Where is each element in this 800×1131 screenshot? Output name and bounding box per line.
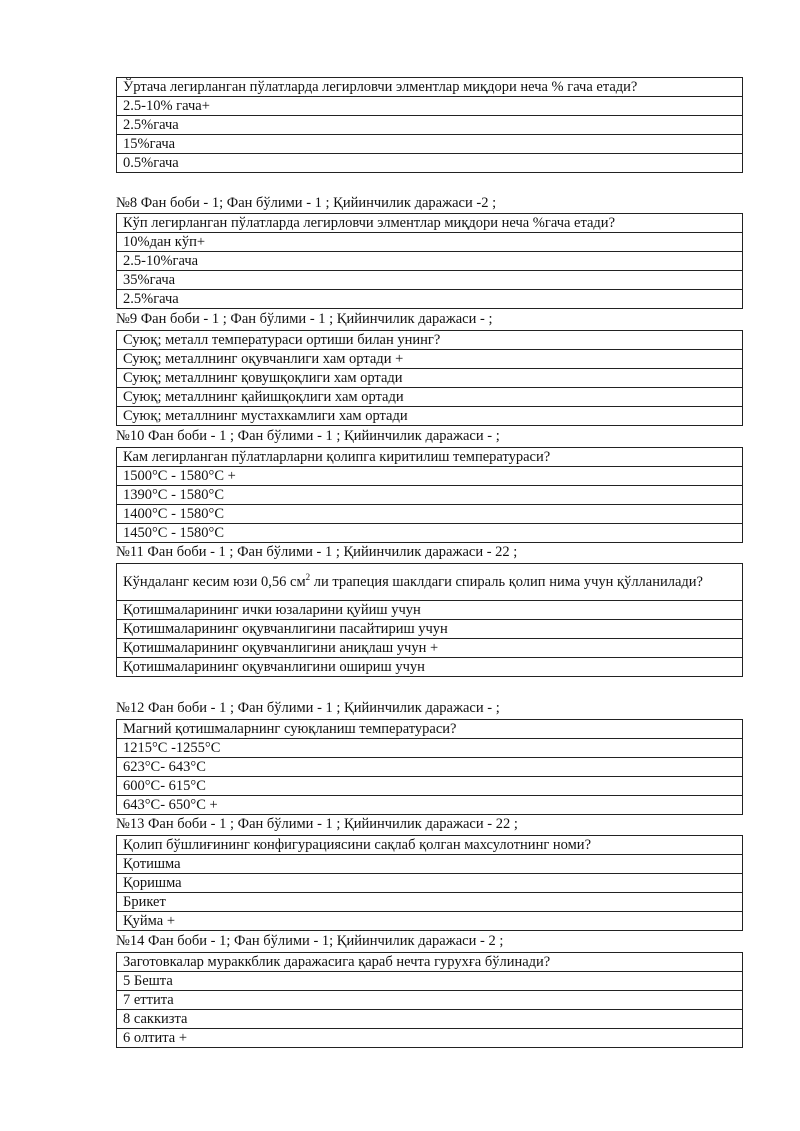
answer-option: 5 Бешта: [117, 972, 743, 991]
question-table: [116, 719, 743, 815]
question-9-block: [116, 330, 743, 426]
question-text-part: ли трапеция шаклдаги спираль қолип нима учун қўлланилади?: [310, 574, 703, 590]
question-text: Кам легирланган пўлатларларни қолипга киритилиш температураси?: [117, 448, 743, 467]
question-table: [116, 447, 743, 543]
answer-option: 2.5-10% гача+: [117, 97, 743, 116]
question-11-heading: №11 Фан боби - 1 ; Фан бўлими - 1 ; Қийинчилик даражаси - 22 ;: [116, 544, 518, 560]
answer-option: Қоришма: [117, 874, 743, 893]
answer-option: Суюқ; металлнинг оқувчанлиги хам ортади +: [117, 350, 743, 369]
answer-option: 8 саккизта: [117, 1010, 743, 1029]
question-text: [117, 564, 743, 601]
question-13-heading: №13 Фан боби - 1 ; Фан бўлими - 1 ; Қийинчилик даражаси - 22 ;: [116, 816, 518, 832]
question-text-part: Кўндаланг кесим юзи 0,56 см: [123, 574, 306, 590]
question-7-block: [116, 77, 743, 173]
answer-option: 1400°C - 1580°C: [117, 505, 743, 524]
answer-option: Қотишмаларининг оқувчанлигини ошириш учун: [117, 658, 743, 677]
answer-option: 2.5-10%гача: [117, 252, 743, 271]
answer-option: 623°C- 643°C: [117, 758, 743, 777]
answer-option: Қуйма +: [117, 912, 743, 931]
question-8-block: [116, 213, 743, 309]
question-12-block: [116, 719, 743, 815]
answer-option: 7 еттита: [117, 991, 743, 1010]
question-11-block: [116, 563, 743, 677]
answer-option: 643°C- 650°C +: [117, 796, 743, 815]
question-table: [116, 835, 743, 931]
answer-option: Қотишмаларининг оқувчанлигини пасайтириш учун: [117, 620, 743, 639]
question-text: Магний қотишмаларнинг суюқланиш температураси?: [117, 720, 743, 739]
question-text: Қолип бўшлиғининг конфигурациясини сақлаб қолган махсулотнинг номи?: [117, 836, 743, 855]
question-text: Суюқ; металл температураси ортиши билан унинг?: [117, 331, 743, 350]
answer-option: 1500°C - 1580°C +: [117, 467, 743, 486]
answer-option: Суюқ; металлнинг мустахкамлиги хам ортади: [117, 407, 743, 426]
question-text: Ўртача легирланган пўлатларда легирловчи элментлар миқдори неча % гача етади?: [117, 78, 743, 97]
answer-option: 6 олтита +: [117, 1029, 743, 1048]
question-text: Заготовкалар мураккблик даражасига қараб нечта гурухға бўлинади?: [117, 953, 743, 972]
answer-option: Суюқ; металлнинг қайишқоқлиги хам ортади: [117, 388, 743, 407]
answer-option: 2.5%гача: [117, 290, 743, 309]
question-table: [116, 952, 743, 1048]
answer-option: 1215°C -1255°C: [117, 739, 743, 758]
answer-option: 0.5%гача: [117, 154, 743, 173]
question-text: Кўп легирланган пўлатларда легирловчи элментлар миқдори неча %гача етади?: [117, 214, 743, 233]
question-table: [116, 77, 743, 173]
answer-option: 1450°C - 1580°C: [117, 524, 743, 543]
question-14-block: [116, 952, 743, 1048]
answer-option: Брикет: [117, 893, 743, 912]
question-10-block: [116, 447, 743, 543]
answer-option: 35%гача: [117, 271, 743, 290]
question-10-heading: №10 Фан боби - 1 ; Фан бўлими - 1 ; Қийинчилик даражаси - ;: [116, 428, 500, 444]
answer-option: 600°C- 615°C: [117, 777, 743, 796]
answer-option: Қотишмаларининг оқувчанлигини аниқлаш учун +: [117, 639, 743, 658]
question-13-block: [116, 835, 743, 931]
answer-option: Қотишма: [117, 855, 743, 874]
answer-option: 10%дан кўп+: [117, 233, 743, 252]
answer-option: Қотишмаларининг ички юзаларини қуйиш учун: [117, 601, 743, 620]
question-12-heading: №12 Фан боби - 1 ; Фан бўлими - 1 ; Қийинчилик даражаси - ;: [116, 700, 500, 716]
answer-option: 2.5%гача: [117, 116, 743, 135]
question-14-heading: №14 Фан боби - 1; Фан бўлими - 1; Қийинчилик даражаси - 2 ;: [116, 933, 504, 949]
answer-option: Суюқ; металлнинг қовушқоқлиги хам ортади: [117, 369, 743, 388]
question-table: [116, 213, 743, 309]
answer-option: 15%гача: [117, 135, 743, 154]
superscript: 2: [305, 572, 311, 583]
question-table: [116, 330, 743, 426]
question-table: [116, 563, 743, 677]
question-9-heading: №9 Фан боби - 1 ; Фан бўлими - 1 ; Қийинчилик даражаси - ;: [116, 311, 493, 327]
question-8-heading: №8 Фан боби - 1; Фан бўлими - 1 ; Қийинчилик даражаси -2 ;: [116, 195, 497, 211]
answer-option: 1390°C - 1580°C: [117, 486, 743, 505]
